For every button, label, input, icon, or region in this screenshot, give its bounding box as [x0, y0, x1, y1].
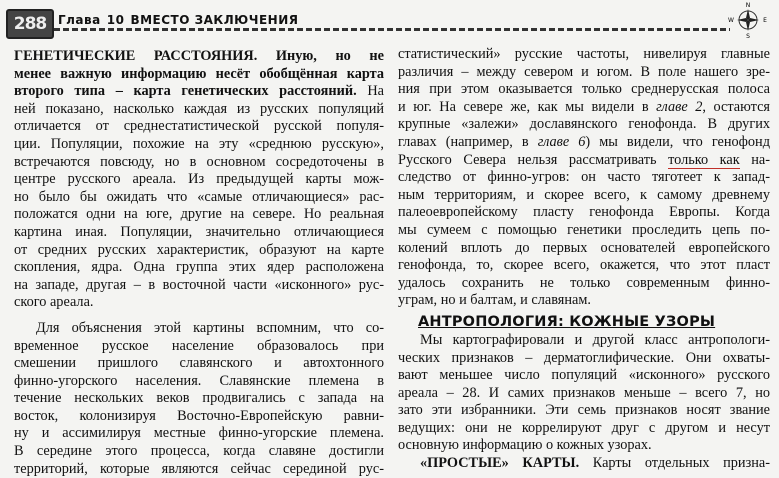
text-line: [398, 367, 770, 385]
text-run: только как: [668, 151, 740, 168]
right-text-column: [398, 46, 770, 473]
text-run: главе 2: [656, 98, 703, 115]
text-line: [14, 425, 384, 443]
text-line: [398, 116, 770, 134]
text-run: уграм, но и балтам, и славянам.: [398, 292, 591, 309]
text-line: [14, 171, 384, 189]
text-run: ареала – 28. И самих признаков меньше – всего 7, но: [398, 384, 770, 401]
text-line: [14, 373, 384, 391]
text-run: скопления, ядра. Одна группа этих ядер расположена: [14, 259, 384, 276]
text-line: [14, 154, 384, 172]
text-run: встречаются повсюду, но в основном сосредоточены в: [14, 153, 384, 170]
text-run: смешении пришлого славянского и автохтонного: [14, 355, 384, 372]
text-run: главах (например, в: [398, 133, 538, 150]
text-line: [398, 437, 770, 455]
text-line: [14, 224, 384, 242]
running-header: [0, 0, 779, 40]
page-number: 288: [6, 9, 54, 39]
text-run: финно-угорского населения. Славянские племена в: [14, 372, 384, 389]
text-run: удалось сохранить не только современным финно-: [398, 274, 770, 291]
text-line: [14, 408, 384, 426]
left-text-column: [14, 48, 384, 478]
text-line: [14, 118, 384, 136]
text-line: [14, 338, 384, 356]
chapter-number: 10: [106, 13, 125, 27]
text-run: ным территориям, и скорее всего, к самому древнему: [398, 186, 770, 203]
text-run: палеоевропейскому пласту генофонда Европы. Когда: [398, 204, 770, 221]
compass-s: S: [746, 33, 750, 40]
text-line: [398, 222, 770, 240]
text-run: временное русское население образовалось при: [14, 337, 384, 354]
text-line: [398, 292, 770, 310]
text-line: [398, 420, 770, 438]
text-run: ведущих: они не коррелируют друг с другом и несут: [398, 419, 770, 436]
compass-n: N: [745, 2, 751, 9]
chapter-heading: [58, 13, 299, 27]
text-run: генофонда, то, скорее всего, окажется, что этот пласт: [398, 257, 770, 274]
text-line: [398, 402, 770, 420]
text-run: ) мы видели, что генофонд: [585, 133, 770, 150]
text-line: [398, 64, 770, 82]
compass-rose-icon: [728, 0, 768, 40]
text-run: картина иная. Популяции, значительно отличающиеся: [14, 223, 384, 240]
text-line: [14, 277, 384, 295]
text-run: территорий, которые являются сейчас серединой рус-: [14, 460, 384, 477]
header-rule: [54, 28, 730, 31]
text-run: положатся одни на юге, другие на севере. Но реальная: [14, 206, 384, 223]
text-run: На: [356, 83, 384, 100]
text-run: ней показано, насколько каждая из русских популяций: [14, 100, 384, 117]
text-run: Для объяснения этой картины вспомним, что со-: [36, 319, 384, 336]
text-run: Мы картографировали и другой класс антропологи-: [420, 331, 770, 348]
text-run: ния при этом оказывается только среднерусская полоса: [398, 81, 770, 98]
text-run: ции. Популяции, похожие на эту «среднюю русскую»,: [14, 135, 384, 152]
text-line: [398, 204, 770, 222]
text-line: [398, 81, 770, 99]
text-run: основную информацию о кожных узорах.: [398, 437, 652, 454]
text-line: [398, 350, 770, 368]
text-line: [14, 189, 384, 207]
text-run: «ПРОСТЫЕ» КАРТЫ.: [420, 455, 580, 472]
text-run: ского ареала.: [14, 294, 94, 311]
text-run: В середине этого процесса, когда славяне достигли: [14, 443, 384, 460]
text-line: [14, 206, 384, 224]
text-run: ну и ассимилируя местные финно-угорские племена.: [14, 425, 384, 442]
text-run: второго типа – карта генетических расстояний.: [14, 83, 357, 100]
chapter-label: Глава: [58, 13, 101, 27]
text-line: [398, 332, 770, 350]
text-run: Русского Севера нельзя рассматривать: [398, 151, 669, 168]
text-run: ГЕНЕТИЧЕСКИЕ РАССТОЯНИЯ. Иную, но не: [14, 48, 384, 64]
text-line: [398, 152, 770, 170]
text-run: на западе, другая – в восточной части «исконного» рус-: [14, 276, 384, 293]
text-run: ческих признаков – дерматоглифические. Они охваты-: [398, 349, 770, 366]
text-run: вают меньшее число популяций «исконного» русского: [398, 367, 770, 384]
text-line: [14, 461, 384, 478]
text-line: [398, 46, 770, 64]
text-run: но было бы ожидать что «самые отличающиеся» рас-: [14, 188, 384, 205]
text-run: течение нескольких веков продвигались с запада на: [14, 390, 384, 407]
text-line: [398, 134, 770, 152]
text-line: [14, 259, 384, 277]
text-run: Карты отдельных призна-: [579, 455, 770, 472]
text-line: [14, 48, 384, 66]
paragraph-gap: [14, 312, 384, 320]
text-line: [398, 187, 770, 205]
text-line: [398, 99, 770, 117]
text-line: [14, 83, 384, 101]
text-line: [14, 320, 384, 338]
text-run: и юг. На севере же, как мы видели в: [398, 98, 657, 115]
text-line: [14, 66, 384, 84]
text-line: [14, 294, 384, 312]
text-line: [398, 257, 770, 275]
text-run: менее важную информацию несёт обобщённая карта: [14, 65, 384, 82]
text-line: [398, 275, 770, 293]
text-line: [14, 242, 384, 260]
text-line: [398, 169, 770, 187]
text-line: [14, 136, 384, 154]
text-run: , остаются: [702, 98, 770, 115]
text-line: [14, 101, 384, 119]
text-run: крупные «залежи» дославянского генофонда. В других: [398, 116, 770, 133]
text-run: отличается от среднестатистической русской популя-: [14, 118, 384, 135]
chapter-title: ВМЕСТО ЗАКЛЮЧЕНИЯ: [130, 13, 299, 27]
text-run: следство от финно-угров: он часто тяготеет к запад-: [398, 169, 770, 186]
text-line: [14, 443, 384, 461]
text-line: [398, 240, 770, 258]
text-run: статистический» русские частоты, нивелируя главные: [398, 46, 770, 62]
text-line: [398, 455, 770, 473]
text-line: [398, 385, 770, 403]
text-run: мы сумеем с помощью генетики проследить цепь по-: [398, 221, 770, 238]
text-line: [14, 355, 384, 373]
text-run: главе 6: [537, 133, 586, 150]
text-run: восток, колонизируя Восточно-Европейскую равни-: [14, 407, 384, 424]
compass-e: E: [763, 17, 767, 24]
text-run: различия – между севером и югом. В поле нашего зре-: [398, 63, 770, 80]
section-heading: АНТРОПОЛОГИЯ: КОЖНЫЕ УЗОРЫ: [418, 313, 716, 330]
text-run: на-: [739, 151, 770, 168]
text-line: [14, 390, 384, 408]
text-run: от средних русских характеристик, образуют на карте: [14, 241, 384, 258]
text-run: зато эти избранники. Эти семь признаков носят звание: [398, 402, 770, 419]
text-run: центре русского ареала. Из предыдущей карты мож-: [14, 171, 384, 188]
compass-w: W: [728, 17, 734, 24]
text-run: колений вплоть до первых основателей европейского: [398, 239, 770, 256]
